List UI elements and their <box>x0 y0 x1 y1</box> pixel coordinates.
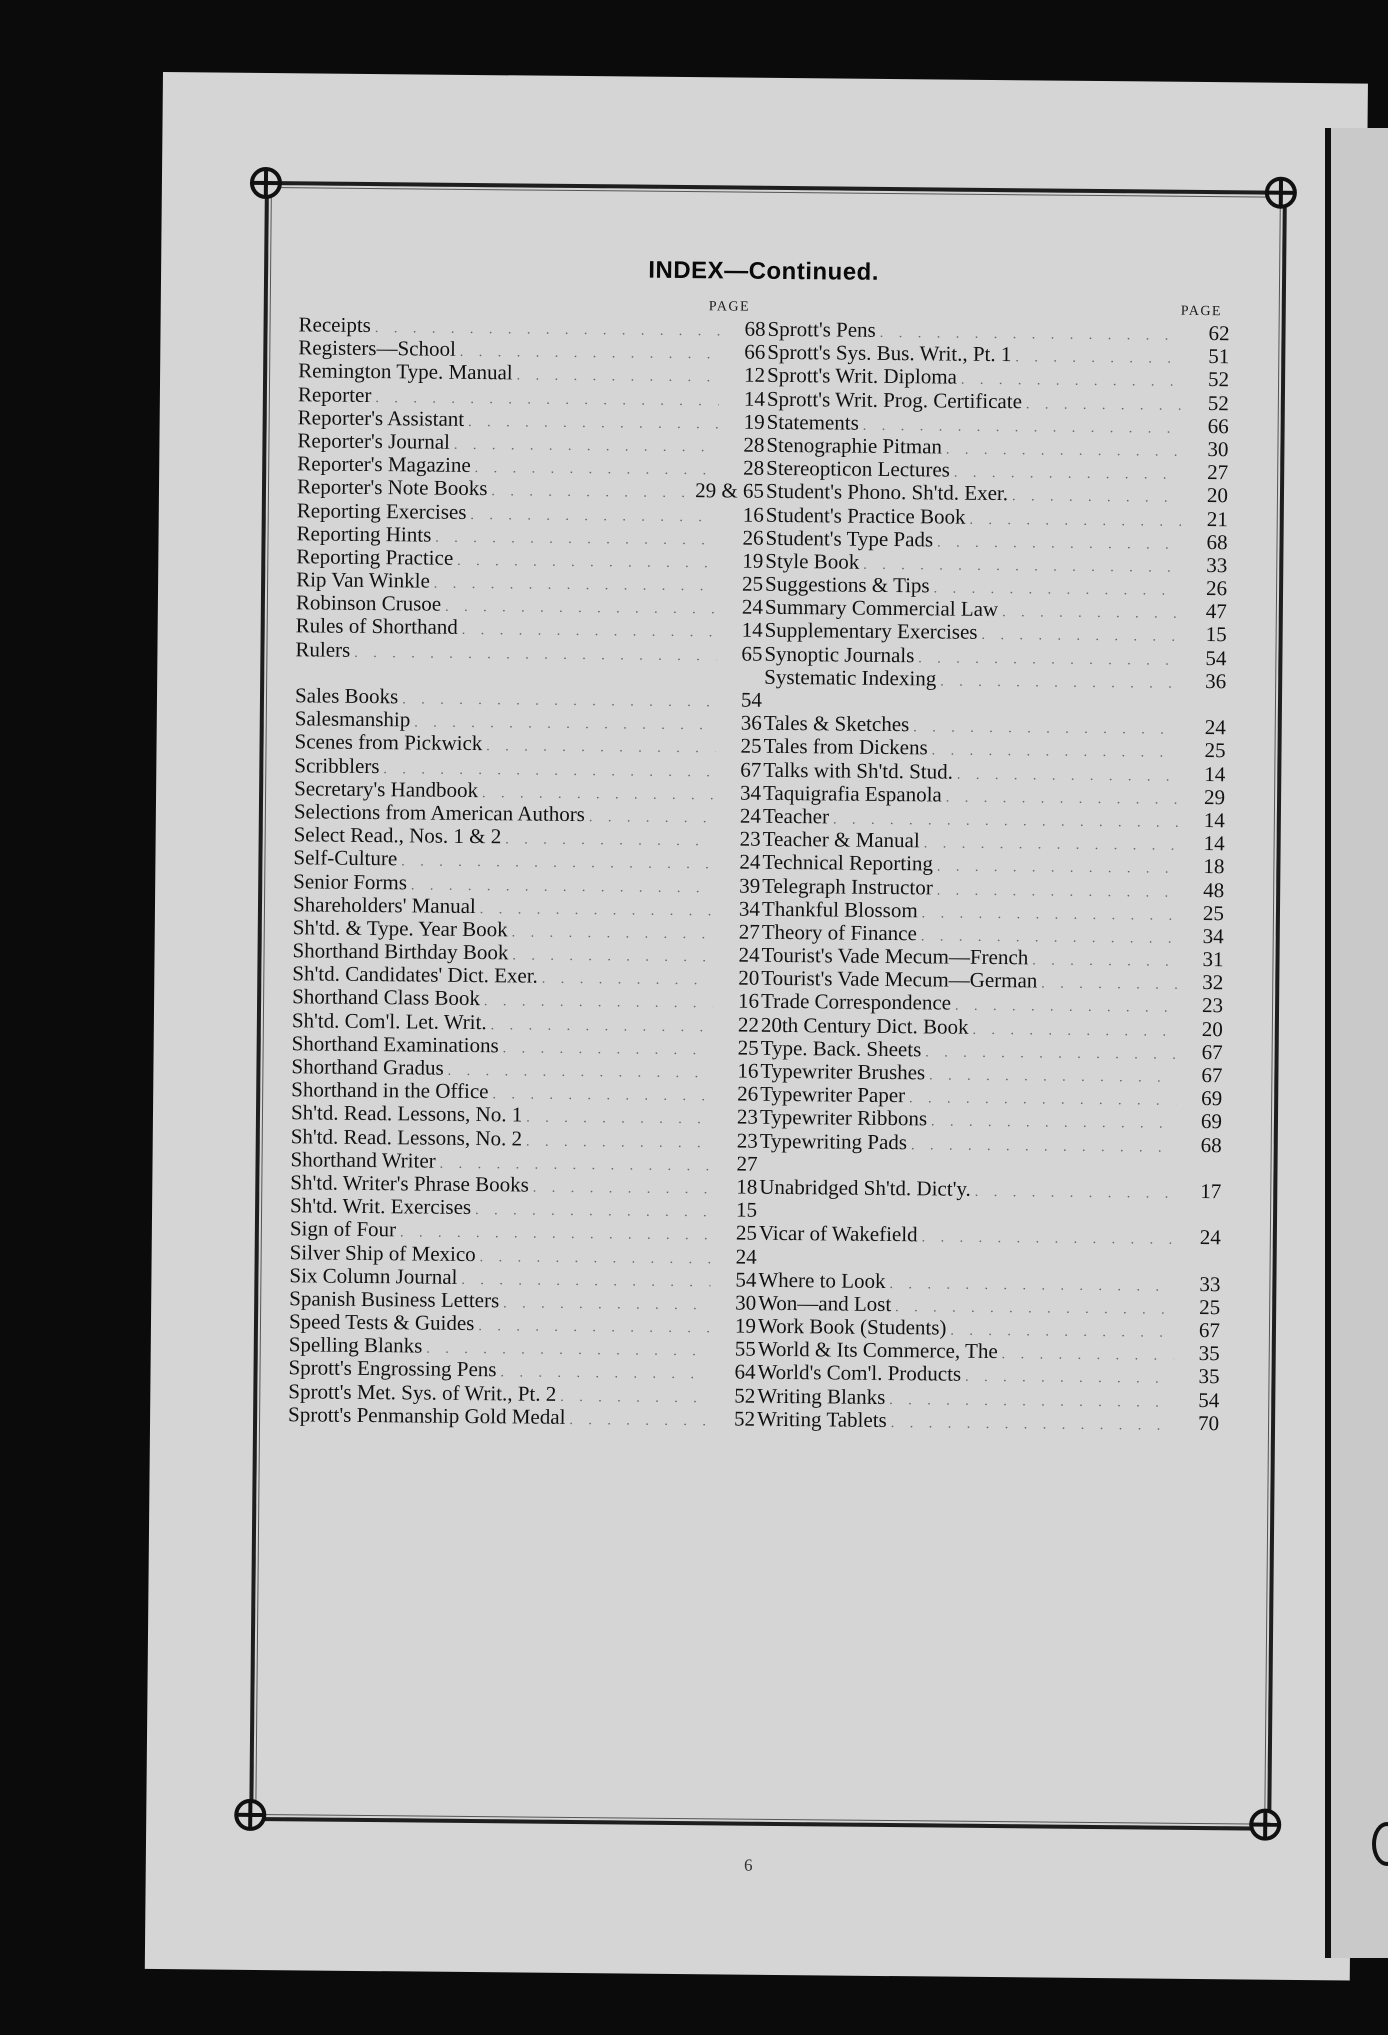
index-page <box>145 72 1368 1980</box>
entry-title: Shorthand Gradus <box>291 1054 444 1080</box>
entry-page-number: 25 <box>1204 738 1226 763</box>
dot-leader <box>398 688 716 714</box>
entry-page-number: 18 <box>736 1174 758 1199</box>
entry-page-number: 24 <box>739 803 762 828</box>
entry-title: Synoptic Journals <box>764 641 915 667</box>
entry-page-number: 19 <box>743 409 765 434</box>
entry-page-number: 30 <box>735 1290 757 1315</box>
dot-leader <box>942 438 1183 464</box>
entry-page-number: 48 <box>1203 877 1225 902</box>
entry-page-number: 31 <box>1202 947 1224 972</box>
right-column-page-header: PAGE <box>1180 303 1223 320</box>
entry-title: Reporter <box>297 381 372 407</box>
entry-page-number: 35 <box>1198 1341 1220 1366</box>
dot-leader <box>885 1389 1173 1415</box>
entry-page-number: 25 <box>1202 900 1225 925</box>
dot-leader <box>885 1273 1174 1299</box>
entry-page-number: 26 <box>737 1081 759 1106</box>
dot-leader <box>928 740 1180 766</box>
dot-leader <box>458 619 717 645</box>
entry-page-number: 22 <box>737 1012 760 1037</box>
entry-title: Where to Look <box>758 1267 886 1293</box>
dot-leader <box>920 832 1179 858</box>
entry-page-number: 24 <box>1199 1225 1221 1250</box>
next-page-edge <box>1331 128 1388 1958</box>
entry-page-number: 66 <box>744 339 766 364</box>
entry-page-number: 24 <box>738 942 760 967</box>
entry-page-number: 54 <box>735 1267 757 1292</box>
entry-page-number: 67 <box>740 757 762 782</box>
entry-page-number: 24 <box>1204 715 1226 740</box>
entry-page-number: 26 <box>1205 576 1228 601</box>
entry-page-number: 34 <box>1202 923 1224 949</box>
entry-title: Taquigrafia Espanola <box>762 780 942 807</box>
dot-leader <box>508 944 713 969</box>
entry-page-number: 69 <box>1200 1109 1223 1134</box>
dot-leader <box>487 480 695 505</box>
entry-title: Student's Type Pads <box>765 525 934 552</box>
entry-title: Reporting Hints <box>296 520 432 547</box>
dot-leader <box>556 1385 709 1410</box>
dot-leader <box>965 508 1181 533</box>
entry-page-number: 16 <box>742 502 764 527</box>
entry-title: Theory of Finance <box>761 919 918 946</box>
entry-title: Reporting Practice <box>296 544 454 570</box>
dot-leader <box>441 596 717 622</box>
dot-leader <box>450 434 719 460</box>
registration-mark-icon <box>234 1799 266 1831</box>
entry-title: Tourist's Vade Mecum—German <box>761 966 1038 993</box>
entry-page-number: 52 <box>1207 390 1229 415</box>
dot-leader <box>487 1014 713 1039</box>
entry-page-number: 14 <box>1203 831 1225 856</box>
dot-leader <box>508 921 714 946</box>
entry-title: Vicar of Wakefield <box>758 1221 918 1247</box>
dot-leader <box>480 991 713 1016</box>
dot-leader <box>914 647 1180 673</box>
entry-title: Teacher & Manual <box>762 826 920 853</box>
entry-title: Stenographie Pitman <box>766 432 943 459</box>
entry-title: Sprott's Met. Sys. of Writ., Pt. 2 <box>288 1378 557 1406</box>
entry-title: Rules of Shorthand <box>295 613 458 640</box>
dot-leader <box>918 902 1178 928</box>
entry-title: Stereopticon Lectures <box>766 455 951 482</box>
dot-leader <box>350 641 716 668</box>
entry-page-number: 24 <box>741 594 764 620</box>
entry-title: Robinson Crusoe <box>295 590 442 616</box>
entry-title: Style Book <box>765 548 860 574</box>
entry-title: Summary Commercial Law <box>764 595 999 622</box>
entry-title: Talks with Sh'td. Stud. <box>763 757 954 784</box>
entry-title: Student's Practice Book <box>765 502 966 529</box>
entry-page-number: 25 <box>740 733 762 759</box>
entry-page-number: 29 <box>1203 784 1226 809</box>
entry-title: Technical Reporting <box>762 850 934 876</box>
entry-page-number: 47 <box>1205 599 1227 624</box>
entry-title: Reporter's Assistant <box>297 405 465 431</box>
dot-leader <box>538 968 714 993</box>
entry-page-number: 33 <box>1199 1271 1221 1296</box>
entry-page-number: 32 <box>1202 970 1224 995</box>
entry-title: Typewriter Ribbons <box>759 1105 928 1131</box>
entry-page-number: 39 <box>739 873 761 898</box>
entry-title: Spelling Blanks <box>288 1332 423 1358</box>
entry-title: Shorthand Writer <box>290 1147 436 1173</box>
entry-page-number: 67 <box>1201 1063 1223 1088</box>
entry-page-number: 17 <box>1200 1178 1222 1204</box>
entry-title: Tales from Dickens <box>763 734 928 760</box>
dot-leader <box>499 1292 710 1317</box>
entry-page-number: 25 <box>735 1220 757 1246</box>
entry-page-number: 62 <box>1208 321 1230 346</box>
dot-leader <box>430 573 717 599</box>
entry-page-number: 68 <box>1206 529 1228 554</box>
entry-title: Scribblers <box>294 752 380 778</box>
entry-page-number: 34 <box>738 896 761 921</box>
entry-page-number: 52 <box>733 1406 756 1431</box>
entry-title: Reporter's Magazine <box>297 451 471 478</box>
entry-title: Typewriting Pads <box>759 1128 908 1154</box>
entry-page-number: 16 <box>737 989 760 1014</box>
dot-leader <box>971 1181 1176 1206</box>
entry-page-number: 28 <box>743 432 765 457</box>
entry-page-number: 12 <box>744 362 766 388</box>
entry-title: Selections from American Authors <box>293 799 586 827</box>
entry-title: Secretary's Handbook <box>294 776 479 802</box>
index-entry <box>759 1176 1221 1204</box>
entry-title: Tales & Sketches <box>763 710 910 737</box>
entry-title: Sales Books <box>294 683 399 709</box>
entry-page-number: 19 <box>734 1313 757 1338</box>
entry-page-number: 33 <box>1206 552 1228 578</box>
entry-title: Shorthand Class Book <box>292 984 481 1011</box>
entry-title: Thankful Blossom <box>761 896 918 922</box>
entry-page-number: 69 <box>1201 1086 1223 1111</box>
entry-title: Rip Van Winkle <box>296 567 430 593</box>
dot-leader <box>482 735 715 760</box>
entry-title: Reporter's Note Books <box>296 474 488 501</box>
dot-leader <box>953 763 1180 788</box>
entry-title: Reporter's Journal <box>297 428 451 454</box>
entry-page-number: 20 <box>1206 483 1229 508</box>
entry-title: Sh'td. Read. Lessons, No. 1 <box>290 1100 523 1127</box>
entry-title: Teacher <box>762 803 830 829</box>
entry-title: Scenes from Pickwick <box>294 729 483 756</box>
entry-page-number: 24 <box>735 1244 757 1269</box>
index-left-column <box>288 313 766 1430</box>
dot-leader <box>522 1107 712 1132</box>
index-right-column <box>757 318 1230 1435</box>
entry-title: Sprott's Writ. Diploma <box>767 363 958 390</box>
entry-title: Shorthand Examinations <box>291 1031 499 1058</box>
entry-page-number: 18 <box>1203 854 1225 879</box>
entry-page-number: 23 <box>736 1128 758 1153</box>
dot-leader <box>431 526 717 552</box>
dot-leader <box>925 1064 1176 1090</box>
dot-leader <box>909 716 1180 742</box>
dot-leader <box>474 1315 710 1340</box>
entry-page-number: 14 <box>743 386 766 411</box>
page-number: 6 <box>743 1855 753 1875</box>
dot-leader <box>905 1087 1176 1113</box>
entry-title: Sh'td. Com'l. Let. Writ. <box>291 1007 487 1034</box>
dot-leader <box>471 457 719 483</box>
entry-title: Work Book (Students) <box>757 1313 947 1340</box>
entry-page-number: 68 <box>744 316 766 341</box>
entry-title: Type. Back. Sheets <box>760 1035 922 1062</box>
entry-page-number: 16 <box>737 1058 759 1083</box>
dot-leader <box>927 1111 1176 1137</box>
entry-page-number: 20 <box>738 965 760 991</box>
entry-page-number: 65 <box>741 641 763 666</box>
entry-page-number: 36 <box>740 710 762 735</box>
entry-page-number: 27 <box>1207 460 1229 485</box>
entry-title: World & Its Commerce, The <box>757 1337 998 1364</box>
dot-leader <box>907 1134 1176 1160</box>
dot-leader <box>471 1199 711 1225</box>
entry-page-number: 51 <box>1208 344 1230 369</box>
entry-page-number: 29 & 65 <box>695 478 765 504</box>
entry-page-number: 27 <box>736 1151 758 1176</box>
dot-leader <box>917 1227 1174 1253</box>
entry-title: Systematic Indexing <box>764 664 937 691</box>
entry-page-number: 19 <box>742 548 764 573</box>
entry-page-number: 55 <box>734 1336 756 1361</box>
entry-title: Won—and Lost <box>758 1290 892 1316</box>
entry-page-number: 23 <box>739 826 761 851</box>
dot-leader <box>933 856 1179 882</box>
dot-leader <box>466 503 718 529</box>
entry-title: Sh'td. Writ. Exercises <box>290 1193 472 1220</box>
entry-page-number: 23 <box>1201 993 1224 1018</box>
entry-title: Suggestions & Tips <box>764 571 930 598</box>
dot-leader <box>565 1409 709 1434</box>
entry-title: Unabridged Sh'td. Dict'y. <box>759 1174 971 1201</box>
entry-title: World's Com'l. Products <box>757 1360 962 1387</box>
dot-leader <box>1011 346 1183 371</box>
entry-title: Sh'td. Read. Lessons, No. 2 <box>290 1123 523 1151</box>
entry-title: Remington Type. Manual <box>298 358 513 385</box>
dot-leader <box>499 1037 713 1062</box>
entry-page-number: 21 <box>1206 506 1228 531</box>
dot-leader <box>936 670 1180 696</box>
entry-page-number: 68 <box>1200 1132 1222 1157</box>
entry-title: Tourist's Vade Mecum—French <box>761 942 1029 970</box>
dot-leader <box>513 365 720 390</box>
entry-title: Sh'td. Candidates' Dict. Exer. <box>292 961 538 988</box>
dot-leader <box>1022 393 1183 418</box>
dot-leader <box>933 879 1179 905</box>
dot-leader <box>397 851 714 877</box>
entry-page-number: 52 <box>1207 367 1230 392</box>
entry-page-number: 28 <box>743 455 765 480</box>
entry-page-number: 20 <box>1201 1016 1223 1041</box>
left-column-page-header: PAGE <box>708 299 751 315</box>
registration-mark-icon <box>1249 1809 1281 1841</box>
dot-leader <box>501 828 715 853</box>
entry-title: Statements <box>766 409 859 435</box>
dot-leader <box>1028 949 1177 974</box>
dot-leader <box>476 1246 711 1271</box>
registration-mark-icon <box>250 167 282 199</box>
entry-title: Speed Tests & Guides <box>288 1309 475 1336</box>
entry-title: Sprott's Pens <box>767 316 876 342</box>
entry-page-number: 14 <box>741 618 763 643</box>
entry-title: 20th Century Dict. Book <box>760 1012 969 1039</box>
entry-title: Writing Blanks <box>757 1383 886 1409</box>
entry-title: Select Read., Nos. 1 & 2 <box>293 822 502 849</box>
dot-leader <box>968 1018 1177 1043</box>
entry-page-number: 67 <box>1198 1318 1221 1343</box>
entry-title: Typewriter Paper <box>760 1081 906 1108</box>
dot-leader <box>522 1130 712 1155</box>
entry-page-number: 52 <box>734 1383 756 1408</box>
dot-leader <box>585 806 715 830</box>
entry-page-number: 25 <box>737 1035 759 1060</box>
entry-title: Trade Correspondence <box>760 989 952 1016</box>
entry-title: Self-Culture <box>293 845 398 871</box>
dot-leader <box>464 411 719 437</box>
entry-page-number: 23 <box>736 1104 759 1130</box>
entry-title: Student's Phono. Sh'td. Exer. <box>765 479 1009 506</box>
entry-title: Shareholders' Manual <box>292 891 476 918</box>
index-entry <box>759 1222 1221 1250</box>
entry-title: Typewriter Brushes <box>760 1058 926 1085</box>
entry-page-number: 14 <box>1204 761 1226 786</box>
entry-page-number: 15 <box>1205 622 1227 647</box>
entry-title: Reporting Exercises <box>296 497 467 524</box>
entry-title: Senior Forms <box>293 868 408 894</box>
entry-title: Sh'td. Writer's Phrase Books <box>290 1170 529 1197</box>
dot-leader <box>476 898 714 923</box>
entry-page-number: 67 <box>1201 1039 1223 1065</box>
dot-leader <box>921 1041 1177 1067</box>
entry-title: Spanish Business Letters <box>289 1286 500 1313</box>
entry-page-number: 30 <box>1207 436 1229 462</box>
dot-leader <box>453 550 717 576</box>
entry-title: Shorthand in the Office <box>291 1077 489 1104</box>
entry-title: Six Column Journal <box>289 1262 458 1289</box>
dot-leader <box>942 786 1179 811</box>
entry-page-number: 25 <box>742 571 764 596</box>
dot-leader <box>998 601 1181 626</box>
entry-title: Sh'td. & Type. Year Book <box>292 915 508 942</box>
dot-leader <box>1008 485 1182 510</box>
entry-title: Sprott's Engrossing Pens <box>288 1355 497 1382</box>
entry-title: Writing Tablets <box>756 1406 887 1432</box>
entry-page-number: 26 <box>742 525 764 550</box>
dot-leader <box>951 995 1177 1020</box>
entry-title: Sign of Four <box>289 1216 397 1242</box>
entry-page-number: 54 <box>740 687 763 712</box>
dot-leader <box>933 531 1182 557</box>
entry-title: Sprott's Penmanship Gold Medal <box>288 1402 566 1429</box>
dot-leader <box>529 1177 712 1202</box>
entry-page-number: 66 <box>1207 413 1229 438</box>
entry-page-number: 64 <box>734 1359 756 1385</box>
entry-title: Rulers <box>295 636 351 662</box>
entry-page-number: 54 <box>1198 1387 1220 1412</box>
dot-leader <box>977 624 1180 649</box>
entry-title: Shorthand Birthday Book <box>292 938 509 965</box>
entry-title: Salesmanship <box>294 706 411 732</box>
entry-title: Telegraph Instructor <box>762 873 933 899</box>
entry-title: Registers—School <box>298 335 456 362</box>
entry-page-number: 34 <box>739 780 762 805</box>
entry-page-number: 15 <box>735 1197 758 1222</box>
entry-page-number: 70 <box>1197 1410 1220 1436</box>
entry-title: Supplementary Exercises <box>764 618 978 645</box>
entry-page-number: 27 <box>738 919 760 944</box>
entry-title: Sprott's Sys. Bus. Writ., Pt. 1 <box>767 340 1012 367</box>
dot-leader <box>961 1366 1174 1391</box>
entry-page-number: 54 <box>1205 645 1227 670</box>
entry-title: Receipts <box>298 312 372 338</box>
entry-page-number: 35 <box>1198 1364 1220 1389</box>
entry-page-number: 36 <box>1205 668 1227 694</box>
entry-page-number: 25 <box>1199 1294 1221 1320</box>
dot-leader <box>887 1412 1174 1438</box>
entry-title: Silver Ship of Mexico <box>289 1239 476 1266</box>
dot-leader <box>1037 973 1177 998</box>
dot-leader <box>998 1343 1174 1368</box>
entry-page-number: 14 <box>1203 807 1225 833</box>
registration-mark-icon <box>1265 177 1297 209</box>
entry-page-number: 24 <box>739 849 761 875</box>
entry-title: Sprott's Writ. Prog. Certificate <box>766 386 1023 413</box>
index-title: INDEX—Continued. <box>648 256 880 286</box>
